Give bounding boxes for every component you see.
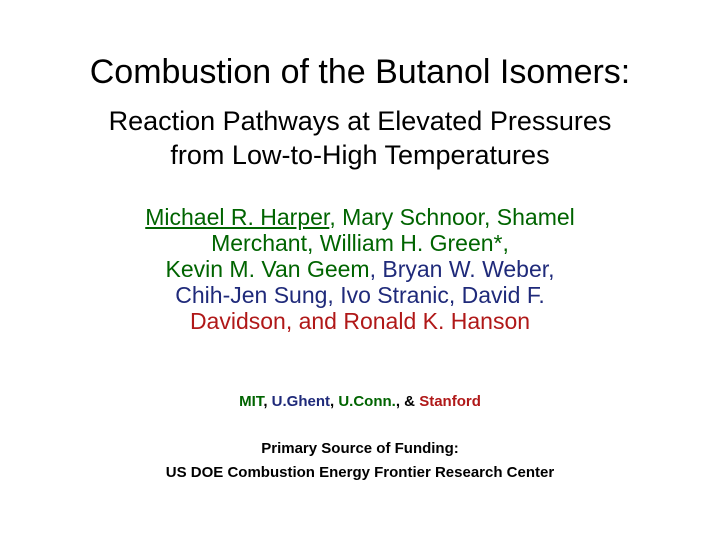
affiliation-separator: , &	[395, 393, 420, 410]
author-van-geem: Kevin M. Van Geem	[165, 256, 370, 282]
author-line-3	[0, 256, 720, 282]
author-line-1	[0, 204, 720, 230]
funding-label: Primary Source of Funding:	[261, 440, 459, 457]
author-sung: Chih-Jen Sung	[175, 282, 328, 308]
funding-block	[0, 437, 720, 485]
affiliation-separator: ,	[330, 393, 339, 410]
affiliation-stanford: Stanford	[419, 393, 481, 410]
subtitle-line-1: Reaction Pathways at Elevated Pressures	[108, 106, 612, 136]
slide-title: Combustion of the Butanol Isomers:	[89, 53, 631, 91]
author-merchant-green: Merchant, William H. Green*,	[211, 230, 509, 256]
author-line-2	[0, 230, 720, 256]
subtitle-line-2: from Low-to-High Temperatures	[170, 140, 550, 170]
author-separator: ,	[327, 282, 341, 308]
author-list	[0, 204, 720, 334]
author-line-5	[0, 308, 720, 334]
slide-subtitle	[0, 104, 720, 172]
author-separator: ,	[329, 204, 343, 230]
author-separator: ,	[369, 256, 383, 282]
affiliation-mit: MIT	[239, 393, 264, 410]
affiliation-ghent: U.Ghent	[271, 393, 330, 410]
author-weber: Bryan W. Weber,	[382, 256, 555, 282]
author-stranic-davidson: Ivo Stranic, David F.	[340, 282, 545, 308]
author-davidson-hanson: Davidson, and Ronald K. Hanson	[189, 308, 531, 334]
affiliations	[0, 392, 720, 412]
affiliation-separator: ,	[263, 393, 272, 410]
author-harper: Michael R. Harper	[145, 204, 330, 230]
author-line-4	[0, 282, 720, 308]
author-schnoor-merchant: Mary Schnoor, Shamel	[342, 204, 575, 230]
funding-source: US DOE Combustion Energy Frontier Research Center	[165, 464, 555, 481]
affiliation-conn: U.Conn.	[338, 393, 396, 410]
